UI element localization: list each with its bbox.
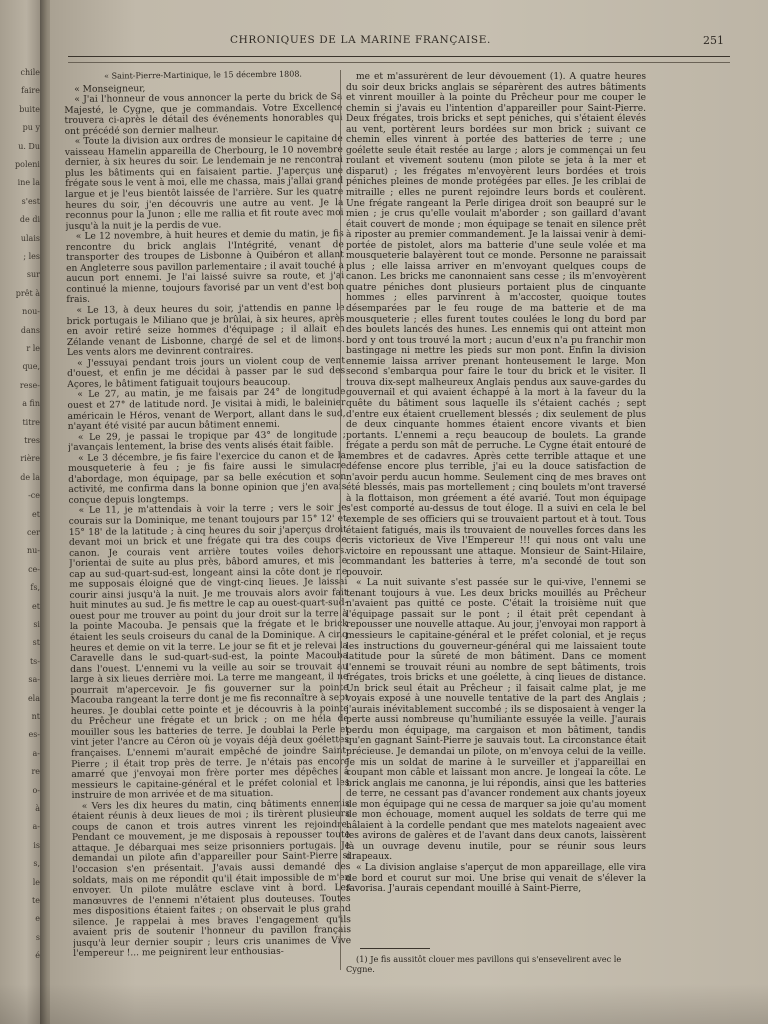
facing-page-fragment: a- [32,748,40,758]
facing-page-fragment: ts- [29,656,40,666]
facing-page-fragment: nt [31,712,40,721]
paragraph: « Le 11, je m'attendais à voir la terre ; vers le soir je courais sur la Dominique, me tenant toujours par 15° 12' et 15° 18' de la latitude ; à cinq heures du soir j'aperçus droit devant moi un brick et une frégate qui tra des coups de canon. Je courais vent arrière toutes voiles dehors. J'orientai de suite au plus près, bâbord amures, et mis le cap au sud-quart-sud-est, longeant ainsi la côte dont je ne me supposais éloigné que de vingt-cinq lieues. Je laissai courir ainsi jusqu'à la nuit. Je me trouvais alors avoir fait huit minutes au sud. Je fis mettre le cap au ouest-quart-sud-ouest pour me trouver au point du jour droit sur la terre à la pointe Macouba. Je pensais que la frégate et le brick étaient les seuls croiseurs du canal de la Dominique. A cinq heures et demie on vit la terre. Le jour se fit et je relevai la Caravelle dans le sud-quart-sud-est, la pointe Macouba dans l'ouest. L'ennemi vu la veille au soir se trouvait au large à six lieues derrière moi. La terre me mangeant, il ne pourrait m'apercevoir. Je fis gouverner sur la pointe Macouba rangeant la terre dont je me fis reconnaître à sept heures. Je doublai cette pointe et je découvris à la pointe du Prêcheur une frégate et un brick ; on me héla de mouiller sous les batteries de terre. Je doublai la Perle et vint jeter l'ancre au Céron où je voyais déjà deux goélettes françaises. L'ennemi m'aurait empêché de joindre Saint-Pierre ; il était trop près de terre. Je n'étais pas encore amarré que j'envoyai mon frère porter mes dépêches à messieurs le capitaine-général et le préfet colonial et les instruire de mon arrivée et de ma situation. [68,503,350,802]
facing-page-fragment: si [33,620,40,629]
footnote: (1) Je fis aussitôt clouer mes pavillons qui s'ensevelirent avec le Cygne. [346,954,622,974]
paragraph: « Le 12 novembre, à huit heures et demie du matin, je fis rencontre du brick anglais l'Intégrité, venant de transporter des troupes de Lisbonne à Quibéron et allant en Angleterre sous pavillon parlementaire ; il avait touché à aucun port ennemi. Je l'ai laissé suivre sa route, et j'ai continué la mienne, toujours favorisé par un vent d'est bon frais. [65,229,345,306]
paragraph: me et m'assurèrent de leur dévouement (1). A quatre heures du soir deux bricks anglais se séparèrent des autres bâtiments et vinrent mouiller à la pointe du Prêcheur pour me couper le chemin si j'avais eu l'intention d'appareiller pour Saint-Pierre. Deux frégates, trois bricks et sept péniches, qui s'étaient élevés au vent, portèrent leurs bordées sur mon brick ; suivant ce chemin elles vinrent à portée des batteries de terre ; une goélette seule était restée au large ; alors je commençai un feu roulant et vivement soutenu (mon pilote se jeta à la mer et disparut) ; les frégates m'envoyèrent leurs bordées et trois péniches pleines de monde protégées par elles. Je les criblai de mitraille ; elles ne purent rejoindre leurs bords et coulèrent. Une frégate rangeant la Perle dirigea droit son beaupré sur le mien ; je crus qu'elle voulait m'aborder ; son gaillard d'avant était couvert de monde ; mon équipage se tenait en silence prêt à riposter au premier commandement. Je la laissai venir à demi-portée de pistolet, alors ma batterie d'une seule volée et ma mousqueterie balayèrent tout ce monde. Personne ne paraissait plus ; elle laissa arriver en m'envoyant quelques coups de canon. Les bricks me canonnaient sans cesse ; ils m'envoyèrent quatre péniches dont plusieurs portaient plus de cinquante hommes ; elles parvinrent à m'accoster, quoique toutes désemparées par le feu rouge de ma batterie et de ma mousqueterie ; elles furent toutes coulées le long du bord par des boulets lancés des hunes. Les ennemis qui ont atteint mon bord y ont tous trouvé la mort ; aucun d'eux n'a pu franchir mon bastingage ni mettre les pieds sur mon pont. Enfin la division ennemie laissa arriver prenant honteusement le large. Mon second s'embarqua pour faire le tour du brick et le visiter. Il trouva dix-sept malheureux Anglais pendus aux sauve-gardes du gouvernail et qui avaient échappé à la mort à la faveur du la quête du bâtiment sous laquelle ils s'étaient cachés ; sept d'entre eux étaient cruellement blessés ; dix seulement de plus de deux cinquante hommes étaient encore vivants et bien portants. L'ennemi a reçu beaucoup de boulets. La grande frégate a perdu son mât de perruche. Le Cygne était entouré de membres et de cadavres. Après cette terrible attaque et une défense encore plus terrible, j'ai eu la douce satisfaction de n'avoir perdu aucun homme. Seulement cinq de mes braves ont été blessés, mais pas mortellement ; cinq boulets m'ont traversé à la flottaison, mon gréement a été avarié. Tout mon équipage s'est comporté au-dessus de tout éloge. Il a suivi en cela le bel exemple de ses officiers qui se trouvaient partout et à tout. Tous étaient fatigués, mais ils trouvaient de nouvelles forces dans les cris victorieux de Vive l'Empereur !!! qui nous ont valu une victoire en repoussant une attaque. Monsieur de Saint-Hilaire, commandant les batteries à terre, m'a secondé de tout son pouvoir. [346,72,646,578]
facing-page-fragment: poleni [15,160,40,169]
paragraph: « Vers les dix heures du matin, cinq bâtiments ennemis étaient réunis à deux lieues de moi ; ils tirèrent plusieurs coups de canon et trois autres vinrent les rejoindre. Pendant ce mouvement, je me disposais à repousser toute attaque. Je débarquai mes seize prisonniers portugais. Je demandai un pilote afin d'appareiller pour Saint-Pierre si l'occasion s'en présentait. J'avais aussi demandé des soldats, mais on me répondit qu'il était impossible de m'en envoyer. Un pilote mulâtre esclave vint à bord. Les manœuvres de l'ennemi n'étaient plus douteuses. Toutes mes dispositions étaient faites ; on observait le plus grand silence. Je rappelai à mes braves l'engagement qu'ils avaient pris de soutenir l'honneur du pavillon français jusqu'à leur dernier soupir ; leurs cris unanimes de Vive l'empereur !... me peignirent leur enthousias- [71,798,352,960]
facing-page-fragment: ela [27,693,40,703]
page-number: 251 [703,34,724,47]
facing-page-fragment: a- [32,822,40,832]
book-page [50,0,768,1024]
paragraph: « J'ai l'honneur de vous annoncer la perte du brick de Sa Majesté, le Cygne, que je commandais. Votre Excellence trouvera ci-après le détail des événements honorables qui ont précédé son dernier malheur. [64,92,343,137]
paragraph: « J'essuyai pendant trois jours un violent coup de vent d'ouest, et enfin je me décidai à passer par le sud des Açores, le bâtiment fatiguait toujours beaucoup. [67,355,346,390]
paragraph: « Saint-Pierre-Martinique, le 15 décembre 1808. [104,69,302,81]
facing-page-fragment: cer [26,528,40,537]
facing-page-fragment: ulais [20,233,40,243]
facing-page-fragment: nou- [22,307,40,317]
facing-page-fragment: ; les [23,252,40,261]
facing-page-fragment: s'est [21,196,40,206]
facing-page-fragment: o- [32,785,40,795]
paragraph: « Le 27, au matin, je me faisais par 24° de longitude ouest et 27° de latitude nord. Je visitai à midi, le baleinier américain le Héros, venant de Werport, allant dans le sud, n'ayant été visité par aucun bâtiment ennemi. [67,387,346,433]
facing-page-fragment: pu y [22,123,40,133]
paragraph: « La division anglaise s'aperçut de mon appareillage, elle vira de bord et courut sur moi. Une brise qui venait de s'élever la favorisa. J'aurais cependant mouillé à Saint-Pierre, [346,863,646,895]
running-title: CHRONIQUES DE LA MARINE FRANÇAISE. [230,34,491,46]
facing-page-fragment: et [32,601,40,611]
facing-page-fragment: rière [20,454,40,464]
left-column [64,69,351,978]
facing-page-fragment: et [32,509,40,519]
facing-page-fragment: te [32,896,40,905]
facing-page-fragment: s [35,932,40,942]
facing-page-fragment: buite [19,104,40,114]
facing-page-fragment: de di [19,215,40,225]
facing-page-fragment: de la [20,472,40,482]
paragraph: « Toute la division aux ordres de monsieur le capitaine de vaisseau Hamelin appareilla de Cherbourg, le 10 novembre dernier, à six heures du soir. Le lendemain je ne rencontrai plus les bâtiments qui en faisaient partie. J'aperçus une frégate sous le vent à moi, elle me chassa, mais j'allai grand largue et je l'eus bientôt laissée de l'arrière. Sur les quatre heures du soir, j'en découvris une autre au vent. Je la reconnus pour la Junon ; elle me rallia et fit route avec moi jusqu'à la nuit je la perdis de vue. [64,134,344,232]
paragraph: « La nuit suivante s'est passée sur le qui-vive, l'ennemi se tenant toujours à vue. Les deux bricks mouillés au Prêcheur n'avaient pas quitté ce poste. C'était la troisième nuit que l'équipage passait sur le pont ; il était prêt cependant à repousser une nouvelle attaque. Au jour, j'envoyai mon rapport à messieurs le capitaine-général et le préfet colonial, et je reçus les instructions du gouverneur-général qui me laissaient toute latitude pour la sûreté de mon bâtiment. Dans ce moment l'ennemi se trouvait réuni au nombre de sept bâtiments, trois frégates, trois bricks et une goélette, à cinq lieues de distance. Un brick seul était au Prêcheur ; il faisait calme plat, je me voyais exposé à une nouvelle tentative de la part des Anglais ; j'aurais inévitablement succombé ; ils se disposaient à venger la perte aussi nombreuse qu'humiliante essuyée la veille. J'aurais perdu mon équipage, ma cargaison et mon bâtiment, tandis qu'en gagnant Saint-Pierre je sauvais tout. La circonstance était précieuse. Je demandai un pilote, on m'envoya celui de la veille. Je mis un soldat de marine à le surveiller et j'appareillai en coupant mon câble et laissant mon ancre. Je longeai la côte. Le brick anglais me canonna, je lui répondis, ainsi que les batteries de terre, ne cessant pas d'avancer rondement aux chants joyeux de mon équipage qui ne cessa de marquer sa joie qu'au moment de mon échouage, moment auquel les soldats de terre qui me hâlaient à la cordelle pendant que mes matelots nageaient avec les avirons de galères et de l'avant dans deux canots, laissèrent là un ouvrage devenu inutile, pour se réunir sous leurs drapeaux. [346,578,646,863]
facing-page-fragment: faire [21,86,40,96]
facing-page-fragment: prêt à [15,288,40,298]
facing-page-fragment: à [35,804,40,813]
facing-page-fragment: chile [20,68,40,77]
left-page-edge [0,0,44,1024]
facing-page-fragment: é [35,951,40,961]
facing-page-fragment: fs, [30,583,40,593]
header-rule [68,56,730,57]
facing-page-fragment: ce- [28,564,40,574]
paragraph: « Le 3 décembre, je fis faire l'exercice du canon et de la mousqueterie à feu ; je fis faire aussi le simulacre d'abordage, mon équipage, par sa belle exécution et son activité, me confirma dans la bonne opinion que j'en avais conçue depuis longtemps. [68,450,347,506]
facing-page-fragment: sur [26,270,40,280]
facing-page-fragment: es- [28,730,40,740]
facing-page-fragment: titre [22,417,40,427]
column-divider [340,70,341,970]
paragraph: « Le 13, à deux heures du soir, j'attendis en panne le brick portugais le Miliano que je brûlai, à six heures, après en avoir retiré seize hommes d'équipage ; il allait en Zélande venant de Lisbonne, chargé de sel et de limons. Les vents alors me devinrent contraires. [66,303,345,359]
facing-page-fragment: ine la [17,178,40,188]
facing-page-fragment: que, [22,362,40,372]
facing-page-fragment: st [32,638,40,648]
facing-page-fragment: a fin [22,399,40,409]
facing-page-fragment: nu- [26,546,40,556]
paragraph: « Monseigneur, [74,83,146,95]
facing-page-fragment: -ce [28,491,40,501]
facing-page-fragment: rese- [19,380,40,390]
facing-page-fragment: e [35,914,40,924]
facing-page-fragment: re [31,767,40,777]
facing-page-fragment: dans [20,325,40,335]
facing-page-fragment: u. Du [18,141,40,151]
facing-page-fragment: le [32,877,40,887]
right-column [346,72,646,952]
facing-page-fragment: r le [26,344,40,353]
facing-page-fragment: tres [24,436,40,445]
paragraph: « Le 29, je passai le tropique par 43° de longitude ; j'avançais lentement, la brise des vents alisés était faible. [67,429,346,454]
facing-page-fragment: is [33,840,40,850]
facing-page-fragment: sa- [28,675,40,685]
header-rule-thin [68,62,730,63]
footnote-rule [360,948,430,949]
facing-page-fragment: s, [33,859,40,869]
